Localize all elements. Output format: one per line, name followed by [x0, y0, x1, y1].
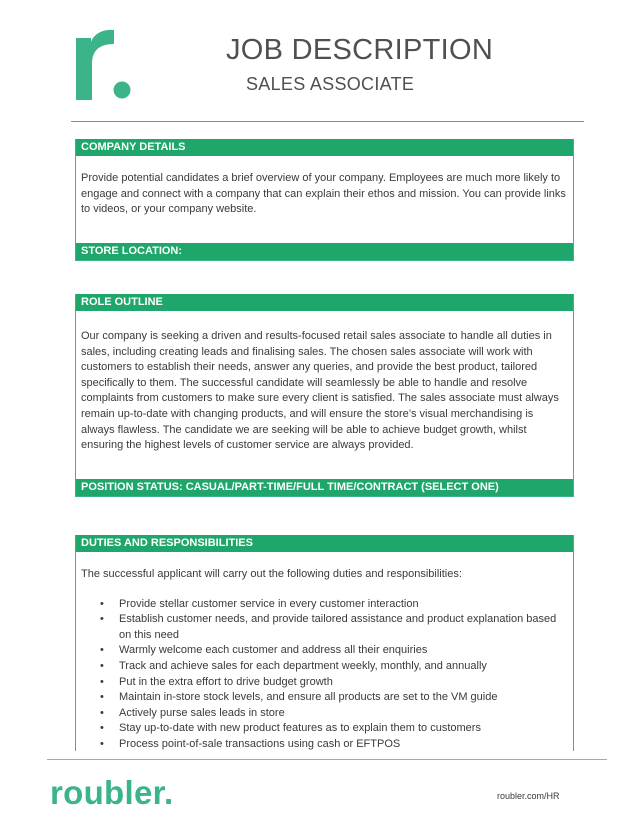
role-outline-section: [75, 294, 574, 497]
list-item: • Actively purse sales leads in store: [76, 706, 573, 722]
duties-section: [75, 535, 574, 751]
list-item: • Provide stellar customer service in every customer interaction: [76, 597, 573, 613]
roubler-logo-icon: [70, 26, 134, 100]
store-location-label: STORE LOCATION:: [76, 243, 573, 260]
header-divider: [71, 121, 584, 122]
list-item: • Establish customer needs, and provide tailored assistance and product explanation based on this need: [76, 612, 573, 643]
duties-list: [76, 597, 573, 753]
duties-heading: DUTIES AND RESPONSIBILITIES: [76, 535, 573, 552]
list-item: • Put in the extra effort to drive budget growth: [76, 675, 573, 691]
list-item: • Stay up-to-date with new product features as to explain them to customers: [76, 721, 573, 737]
list-item: • Process point-of-sale transactions using cash or EFTPOS: [76, 737, 573, 753]
page-title: JOB DESCRIPTION: [226, 34, 494, 66]
duties-intro: The successful applicant will carry out the following duties and responsibilities:: [81, 568, 462, 580]
company-details-text: Provide potential candidates a brief overview of your company. Employees are much more likely to engage and connect with a company that can explain their ethos and mission. You can provide links to videos, or your company website.: [81, 172, 566, 216]
brand-wordmark: roubler.: [50, 774, 174, 811]
company-details-heading: COMPANY DETAILS: [76, 139, 573, 156]
list-item: • Track and achieve sales for each department weekly, monthly, and annually: [76, 659, 573, 675]
list-item: • Warmly welcome each customer and address all their enquiries: [76, 643, 573, 659]
page-subtitle: SALES ASSOCIATE: [246, 74, 415, 94]
footer-url[interactable]: roubler.com/HR: [497, 791, 560, 801]
list-item: • Maintain in-store stock levels, and ensure all products are set to the VM guide: [76, 690, 573, 706]
role-outline-heading: ROLE OUTLINE: [76, 294, 573, 311]
footer-divider: [47, 759, 607, 760]
company-details-section: [75, 139, 574, 261]
role-outline-text: Our company is seeking a driven and results-focused retail sales associate to handle all duties in sales, including creating leads and finalising sales. The chosen sales associate will work with customers to establish their needs, answer any queries, and provide the best product, tailored specifically to them. The successful candidate will seamlessly be able to handle and resolve complaints from customers to make sure every client is satisfied. The sales associate must always remain up-to-date with changing products, and will ensure the store’s visual merchandising is always flawless. The candidate we are seeking will be able to achieve budget growth, whilst ensuring the highest levels of customer service are always provided.: [81, 330, 559, 452]
position-status-label: POSITION STATUS: CASUAL/PART-TIME/FULL TIME/CONTRACT (SELECT ONE): [76, 479, 573, 496]
